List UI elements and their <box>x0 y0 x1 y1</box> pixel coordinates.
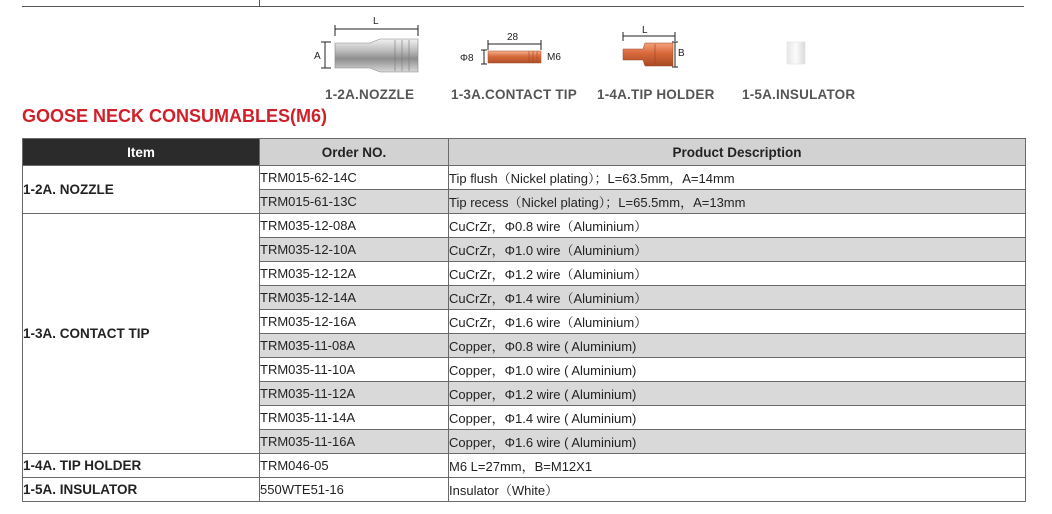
consumables-table <box>22 138 1026 502</box>
tip-dim-diameter: Φ8 <box>460 53 474 64</box>
order-no-cell: TRM035-11-08A <box>260 334 449 358</box>
tip-holder-drawing <box>615 14 695 84</box>
table-header-row <box>23 139 1026 166</box>
insulator-figure <box>784 14 808 84</box>
order-no-cell: TRM035-11-10A <box>260 358 449 382</box>
tip-holder-figure <box>615 14 695 84</box>
holder-dim-b: B <box>678 48 685 59</box>
tip-holder-caption: 1-4A.TIP HOLDER <box>597 87 715 102</box>
description-cell: CuCrZr，Φ1.4 wire（Aluminium） <box>449 286 1026 310</box>
description-cell: Tip recess（Nickel plating）；L=65.5mm，A=13mm <box>449 190 1026 214</box>
contact-tip-caption: 1-3A.CONTACT TIP <box>451 87 577 102</box>
nozzle-figure <box>310 14 425 84</box>
order-no-cell: TRM046-05 <box>260 454 449 478</box>
order-no-cell: TRM035-12-14A <box>260 286 449 310</box>
order-no-cell: TRM035-12-10A <box>260 238 449 262</box>
order-no-cell: TRM015-61-13C <box>260 190 449 214</box>
nozzle-dim-a: A <box>314 51 321 62</box>
order-no-cell: TRM035-12-12A <box>260 262 449 286</box>
contact-tip-figure <box>455 14 570 84</box>
order-no-cell: TRM015-62-14C <box>260 166 449 190</box>
insulator-drawing <box>784 14 808 84</box>
header-description: Product Description <box>449 139 1026 166</box>
table-row <box>23 454 1026 478</box>
order-no-cell: TRM035-11-16A <box>260 430 449 454</box>
tip-dim-thread: M6 <box>547 52 561 63</box>
order-no-cell: TRM035-11-14A <box>260 406 449 430</box>
description-cell: Tip flush（Nickel plating）；L=63.5mm，A=14mm <box>449 166 1026 190</box>
nozzle-caption: 1-2A.NOZZLE <box>325 87 415 102</box>
table-row <box>23 214 1026 238</box>
description-cell: M6 L=27mm，B=M12X1 <box>449 454 1026 478</box>
order-no-cell: TRM035-12-08A <box>260 214 449 238</box>
description-cell: CuCrZr，Φ1.2 wire（Aluminium） <box>449 262 1026 286</box>
description-cell: Copper，Φ1.4 wire ( Aluminium) <box>449 406 1026 430</box>
order-no-cell: TRM035-12-16A <box>260 310 449 334</box>
description-cell: Copper，Φ1.0 wire ( Aluminium) <box>449 358 1026 382</box>
description-cell: Copper，Φ1.2 wire ( Aluminium) <box>449 382 1026 406</box>
insulator-caption: 1-5A.INSULATOR <box>742 87 856 102</box>
description-cell: Copper，Φ1.6 wire ( Aluminium) <box>449 430 1026 454</box>
nozzle-drawing <box>310 14 425 84</box>
item-insulator: 1-5A. INSULATOR <box>23 478 260 502</box>
section-title: GOOSE NECK CONSUMABLES(M6) <box>22 106 328 126</box>
contact-tip-drawing <box>455 14 570 84</box>
table-row <box>23 166 1026 190</box>
item-tip-holder: 1-4A. TIP HOLDER <box>23 454 260 478</box>
tip-dim-length: 28 <box>507 32 519 43</box>
description-cell: Insulator（White） <box>449 478 1026 502</box>
order-no-cell: 550WTE51-16 <box>260 478 449 502</box>
holder-dim-l: L <box>642 25 648 36</box>
order-no-cell: TRM035-11-12A <box>260 382 449 406</box>
description-cell: CuCrZr，Φ0.8 wire（Aluminium） <box>449 214 1026 238</box>
nozzle-dim-l: L <box>373 16 379 27</box>
table-row <box>23 478 1026 502</box>
header-item: Item <box>23 139 260 166</box>
top-table-edge <box>22 0 1024 7</box>
header-order-no: Order NO. <box>260 139 449 166</box>
description-cell: Copper，Φ0.8 wire ( Aluminium) <box>449 334 1026 358</box>
item-contact-tip: 1-3A. CONTACT TIP <box>23 214 260 454</box>
description-cell: CuCrZr，Φ1.0 wire（Aluminium） <box>449 238 1026 262</box>
item-nozzle: 1-2A. NOZZLE <box>23 166 260 214</box>
description-cell: CuCrZr，Φ1.6 wire（Aluminium） <box>449 310 1026 334</box>
